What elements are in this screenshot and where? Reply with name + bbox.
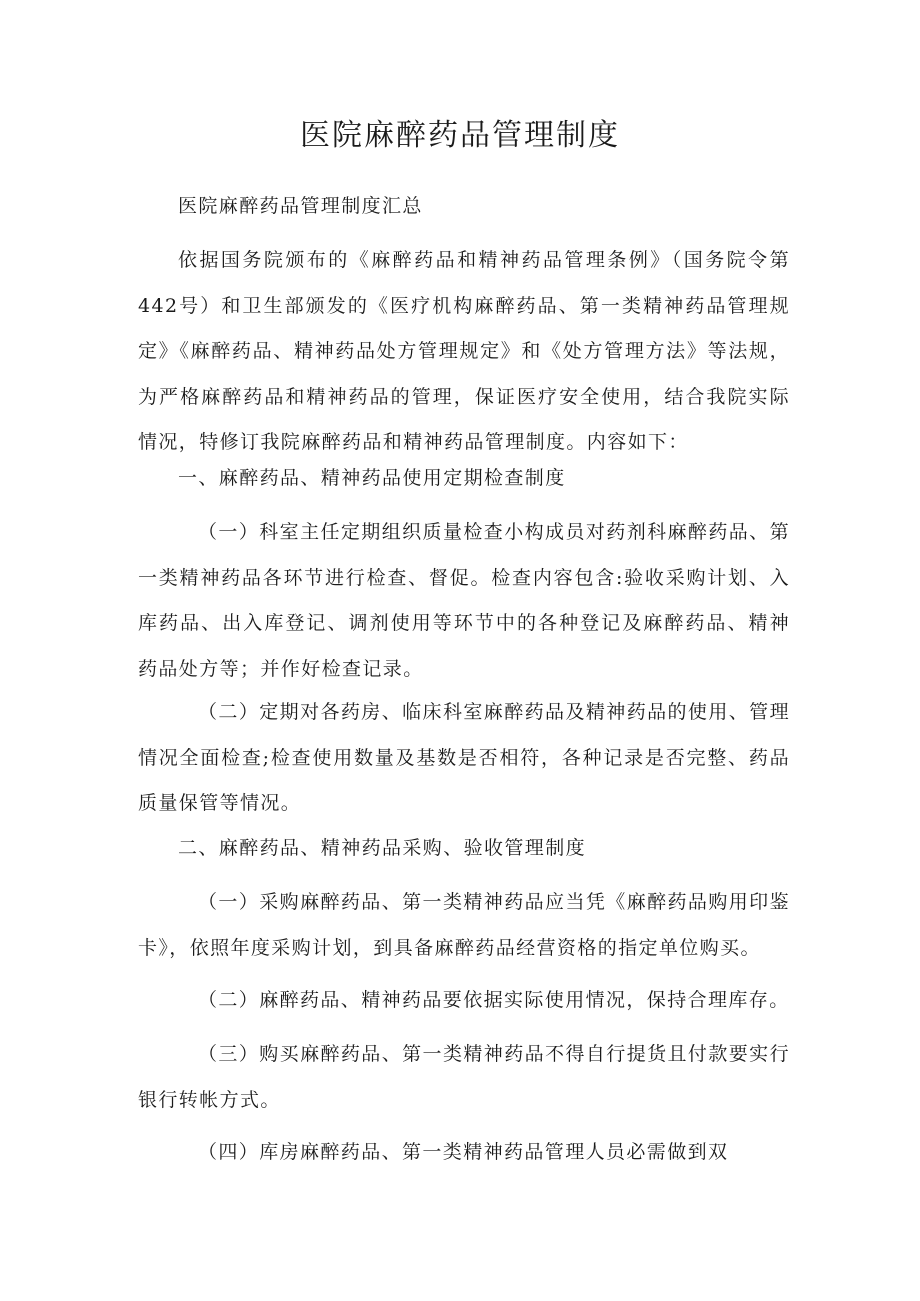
summary-line: 医院麻醉药品管理制度汇总 bbox=[178, 195, 423, 217]
section-heading-1: 一、麻醉药品、精神药品使用定期检查制度 bbox=[178, 467, 566, 489]
section-1-item-1: （一）科室主任定期组织质量检查小构成员对药剂科麻醉药品、第一类精神药品各环节进行检查、督促。检查内容包含:验收采购计划、入库药品、出入库登记、调剂使用等环节中的各种登记及麻醉药品、精神药品处方等；并作好检查记录。 bbox=[138, 521, 790, 680]
section-1-item-2: （二）定期对各药房、临床科室麻醉药品及精神药品的使用、管理情况全面检查;检查使用数量及基数是否相符，各种记录是否完整、药品质量保管等情况。 bbox=[138, 701, 790, 814]
section-2-item-4: （四）库房麻醉药品、第一类精神药品管理人员必需做到双 bbox=[198, 1141, 729, 1163]
intro-paragraph: 依据国务院颁布的《麻醉药品和精神药品管理条例》（国务院令第442号）和卫生部颁发的《医疗机构麻醉药品、第一类精神药品管理规定》《麻醉药品、精神药品处方管理规定》和《处方管理方法》等法规，为严格麻醉药品和精神药品的管理，保证医疗安全使用，结合我院实际情况，特修订我院麻醉药品和精神药品管理制度。内容如下： bbox=[138, 249, 790, 453]
section-2-item-3: （三）购买麻醉药品、第一类精神药品不得自行提货且付款要实行银行转帐方式。 bbox=[138, 1043, 790, 1111]
section-2-item-1: （一）采购麻醉药品、第一类精神药品应当凭《麻醉药品购用印鉴卡》，依照年度采购计划，到具备麻醉药品经营资格的指定单位购买。 bbox=[138, 891, 790, 959]
document-title: 医院麻醉药品管理制度 bbox=[300, 118, 620, 153]
section-2-item-2: （二）麻醉药品、精神药品要依据实际使用情况，保持合理库存。 bbox=[198, 989, 790, 1011]
section-heading-2: 二、麻醉药品、精神药品采购、验收管理制度 bbox=[178, 837, 587, 859]
